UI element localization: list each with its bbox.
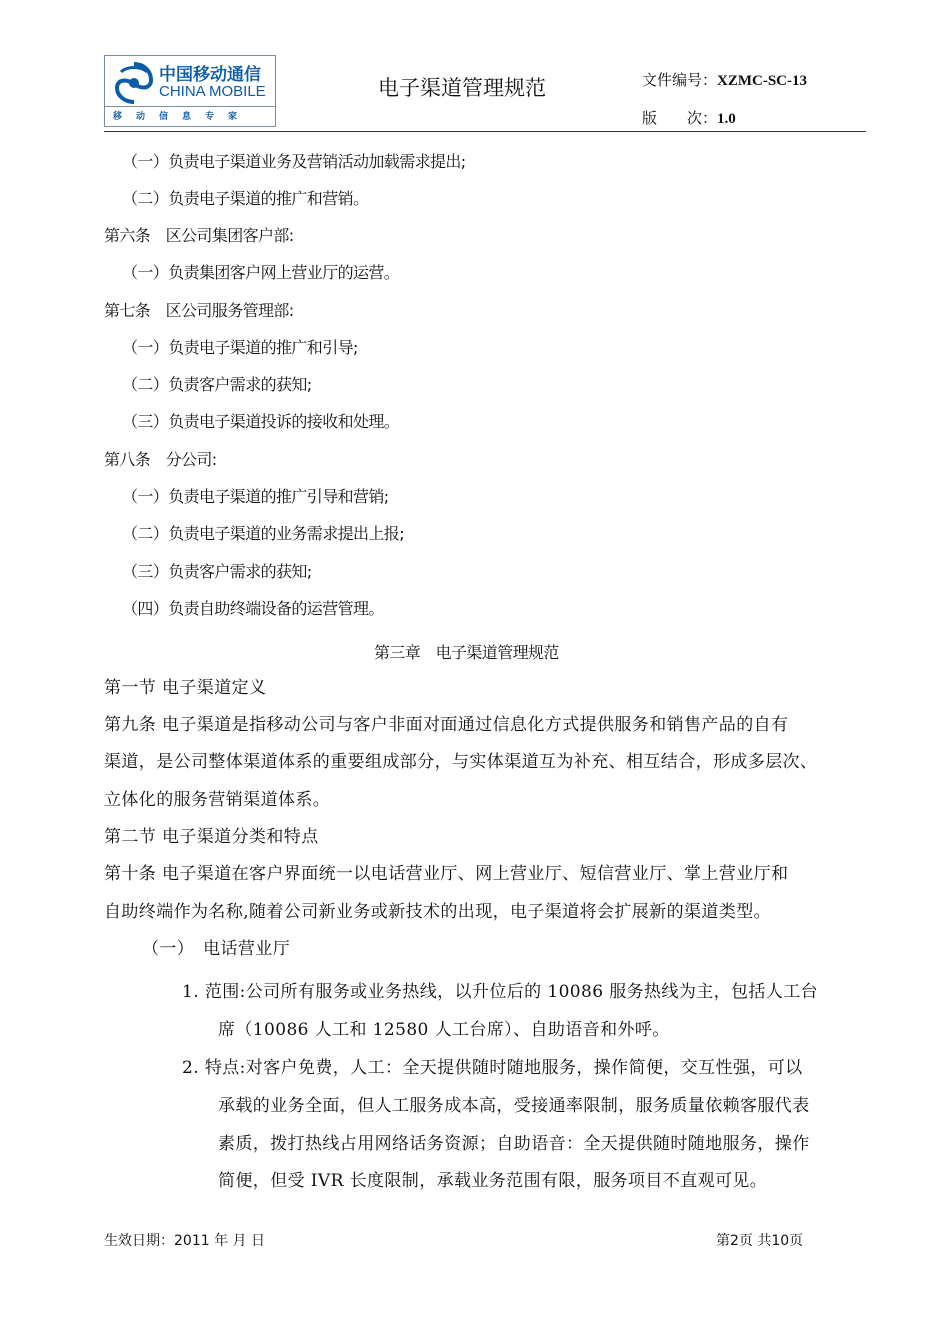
chapter-heading: 第三章 电子渠道管理规范 — [374, 643, 559, 662]
article-heading: 第八条 分公司: — [104, 450, 217, 469]
page-number: 第2页 共10页 — [716, 1233, 804, 1249]
version — [642, 107, 736, 128]
logo-chinese-text: 中国移动通信 — [159, 65, 261, 85]
list-item-line: 1. 范围:公司所有服务或业务热线，以升位后的 10086 服务热线为主，包括人工台 — [182, 982, 819, 1002]
article-heading: 第七条 区公司服务管理部: — [104, 301, 294, 320]
paragraph-line: （二）负责电子渠道的业务需求提出上报; — [122, 524, 404, 543]
logo-tagline: 移动信息专家 — [105, 106, 275, 126]
paragraph-line: （四）负责自助终端设备的运营管理。 — [122, 599, 384, 618]
list-item-line: 承载的业务全面，但人工服务成本高，受接通率限制，服务质量依赖客服代表 — [218, 1096, 810, 1116]
paragraph-line: （三）负责电子渠道投诉的接收和处理。 — [122, 412, 400, 431]
paragraph-line: 第九条 电子渠道是指移动公司与客户非面对面通过信息化方式提供服务和销售产品的自有 — [104, 715, 789, 735]
logo-english-text: CHINA MOBILE — [159, 83, 266, 100]
document-title: 电子渠道管理规范 — [378, 76, 546, 100]
china-mobile-emblem-icon — [111, 60, 157, 106]
doc-number-value: XZMC-SC-13 — [717, 73, 808, 89]
article-heading: 第六条 区公司集团客户部: — [104, 226, 294, 245]
list-item-line: 席（10086 人工和 12580 人工台席）、自助语音和外呼。 — [218, 1020, 670, 1040]
header-divider — [104, 131, 866, 132]
paragraph-line: （三）负责客户需求的获知; — [122, 562, 312, 581]
subsection-heading: （一） 电话营业厅 — [142, 939, 291, 959]
list-item-line: 素质，拨打热线占用网络话务资源；自助语音：全天提供随时随地服务，操作 — [218, 1134, 810, 1154]
paragraph-line: （一）负责电子渠道业务及营销活动加载需求提出; — [122, 152, 466, 171]
paragraph-line: 渠道，是公司整体渠道体系的重要组成部分，与实体渠道互为补充、相互结合，形成多层次、 — [104, 752, 818, 772]
doc-number — [642, 69, 807, 90]
list-item-line: 简便，但受 IVR 长度限制，承载业务范围有限，服务项目不直观可见。 — [218, 1171, 768, 1191]
paragraph-line: （二）负责电子渠道的推广和营销。 — [122, 189, 369, 208]
paragraph-line: （二）负责客户需求的获知; — [122, 375, 312, 394]
section-heading: 第一节 电子渠道定义 — [104, 678, 267, 698]
paragraph-line: 自助终端作为名称,随着公司新业务或新技术的出现，电子渠道将会扩展新的渠道类型。 — [104, 902, 772, 922]
china-mobile-logo — [104, 55, 276, 127]
effective-date: 生效日期：2011 年 月 日 — [104, 1233, 265, 1249]
doc-number-label: 文件编号： — [642, 71, 718, 89]
version-value: 1.0 — [717, 111, 736, 127]
section-heading: 第二节 电子渠道分类和特点 — [104, 827, 319, 847]
paragraph-line: （一）负责电子渠道的推广引导和营销; — [122, 487, 389, 506]
paragraph-line: 立体化的服务营销渠道体系。 — [104, 790, 331, 810]
list-item-line: 2. 特点:对客户免费，人工：全天提供随时随地服务，操作简便，交互性强，可以 — [182, 1058, 803, 1078]
paragraph-line: （一）负责电子渠道的推广和引导; — [122, 338, 358, 357]
paragraph-line: 第十条 电子渠道在客户界面统一以电话营业厅、网上营业厅、短信营业厅、掌上营业厅和 — [104, 864, 789, 884]
paragraph-line: （一）负责集团客户网上营业厅的运营。 — [122, 263, 400, 282]
version-label: 版 次： — [642, 109, 718, 127]
